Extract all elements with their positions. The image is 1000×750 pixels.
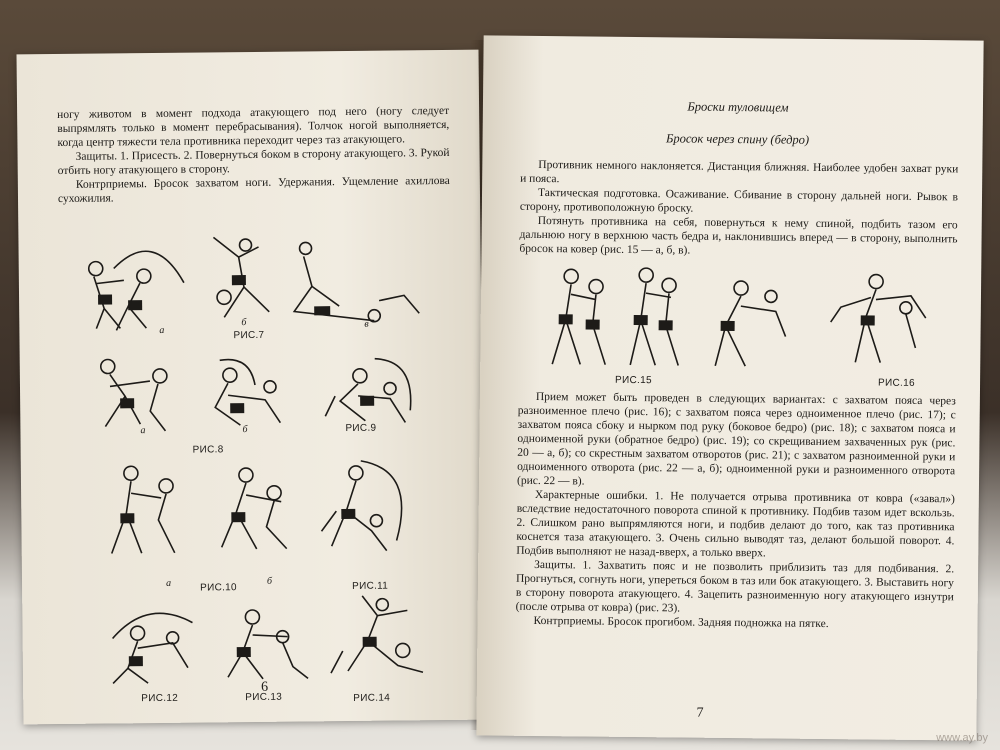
left-page-number: 6 bbox=[261, 679, 269, 695]
figure-13-illustration bbox=[212, 596, 323, 687]
left-paragraph-3: Контрприемы. Бросок захватом ноги. Удержания. Ущемление ахиллова сухожилия. bbox=[57, 174, 450, 206]
left-paragraph-1: ногу животом в момент подхода атакующего под него (ногу следует выпрямлять только в момент перебрасывания). Толчок ногой выполняется, когда центр тяжести тела противника переходит через таз атакующего. bbox=[57, 104, 450, 150]
figure-11-caption: РИС.11 bbox=[352, 580, 389, 592]
figure-15-illustration bbox=[540, 264, 791, 377]
figure-16-caption: РИС.16 bbox=[878, 377, 915, 389]
right-intro-block bbox=[519, 158, 958, 261]
figure-10-illustration bbox=[96, 456, 307, 568]
figure-16-illustration bbox=[820, 267, 941, 378]
figure-8-illustration bbox=[80, 344, 311, 436]
figure-14-caption: РИС.14 bbox=[353, 692, 391, 704]
left-paragraph-2: Защиты. 1. Присесть. 2. Повернуться боком в сторону атакующего. 3. Рукой отбить ногу атакующего в сторону. bbox=[57, 146, 450, 178]
figure-9-illustration bbox=[320, 350, 431, 431]
figure-10-caption: РИС.10 bbox=[200, 582, 237, 594]
right-intro-paragraph-2: Тактическая подготовка. Осаживание. Сбивание в сторону дальней ноги. Рывок в сторону, противоположную броску. bbox=[519, 186, 959, 215]
right-body-paragraph-4: Контрприемы. Бросок прогибом. Задняя подножка на пятке. bbox=[533, 614, 829, 631]
figure-8-sub-a: а bbox=[140, 425, 146, 437]
figure-13-caption: РИС.13 bbox=[245, 691, 283, 704]
figure-7-illustration bbox=[73, 225, 434, 342]
section-title: Броски туловищем bbox=[687, 99, 789, 115]
figure-12-illustration bbox=[92, 597, 213, 688]
figure-15-caption: РИС.15 bbox=[615, 374, 652, 387]
right-body-block bbox=[515, 390, 955, 633]
figure-14-illustration bbox=[322, 590, 443, 686]
right-body-paragraph-1: Прием может быть проведен в следующих вариантах: с захватом пояса через разноименное плечо (рис. 16); с захватом пояса через одноименное плечо (рис. 17); с захватом пояса сбоку и нырком под руку (боковое бедро) (рис. 18); с захватом пояса и одноименной руки (обратное бедро) (рис. 19); со скрещиванием захваченных рук (рис. 20 — а, б); со скрестным захватом отворотов (рис. 21); с захватом разноименной руки и одноименного отворота (рис. 22 — а, б); одноименной руки и разноименного отворота (рис. 22 — в). bbox=[516, 390, 956, 488]
right-page-number: 7 bbox=[696, 705, 704, 721]
figure-7-sub-a: а bbox=[159, 324, 165, 336]
figure-11-illustration bbox=[316, 450, 437, 566]
figure-7-caption: РИС.7 bbox=[233, 329, 265, 342]
figure-8-sub-b: б bbox=[242, 424, 248, 436]
figure-10-sub-a: а bbox=[165, 577, 172, 589]
figure-8-caption: РИС.8 bbox=[192, 444, 224, 456]
figure-7-sub-b: б bbox=[241, 317, 247, 329]
right-body-paragraph-2: Характерные ошибки. 1. Не получается отрыва противника от ковра («завал») вследствие недостаточного поворота спиной к противнику. Подбив тазом идет вскользь. 2. Слишком рано выпрямляются ноги, и подбив делают до того, как таз противника коснется таза атакующего. 3. Очень сильно выводят таз, делают большой поворот. 4. Подбив выполняют не назад-вверх, а только вверх. bbox=[516, 488, 955, 560]
subsection-title: Бросок через спину (бедро) bbox=[665, 131, 810, 147]
figure-9-caption: РИС.9 bbox=[345, 422, 377, 435]
right-body-paragraph-3: Защиты. 1. Захватить пояс и не позволить приблизить таз для подбивания. 2. Прогнуться, согнуть ноги, упереться боком в таз или бок атакующего. 3. Выставить ногу в сторону поворота атакующего. 4. Зацепить разноименную ногу атакующего изнутри (после отрыва от ковра) (рис. 23). bbox=[515, 558, 955, 615]
figure-10-sub-b: б bbox=[266, 575, 273, 587]
right-page bbox=[476, 35, 983, 740]
right-intro-paragraph-3: Потянуть противника на себя, повернуться к нему спиной, подбить тазом его дальнюю ногу в верхнюю часть бедра и, наклонившись вперед — в сторону, выполнить бросок на ковер (рис. 15 — а, б, в). bbox=[519, 214, 958, 257]
left-page bbox=[17, 50, 486, 725]
figure-7-sub-v: в bbox=[364, 318, 369, 330]
figure-12-caption: РИС.12 bbox=[141, 692, 179, 705]
left-text-block bbox=[57, 104, 450, 206]
watermark: www.ay.by bbox=[936, 732, 988, 744]
right-intro-paragraph-1: Противник немного наклоняется. Дистанция ближняя. Наиболее удобен захват руки и пояса. bbox=[520, 158, 959, 186]
